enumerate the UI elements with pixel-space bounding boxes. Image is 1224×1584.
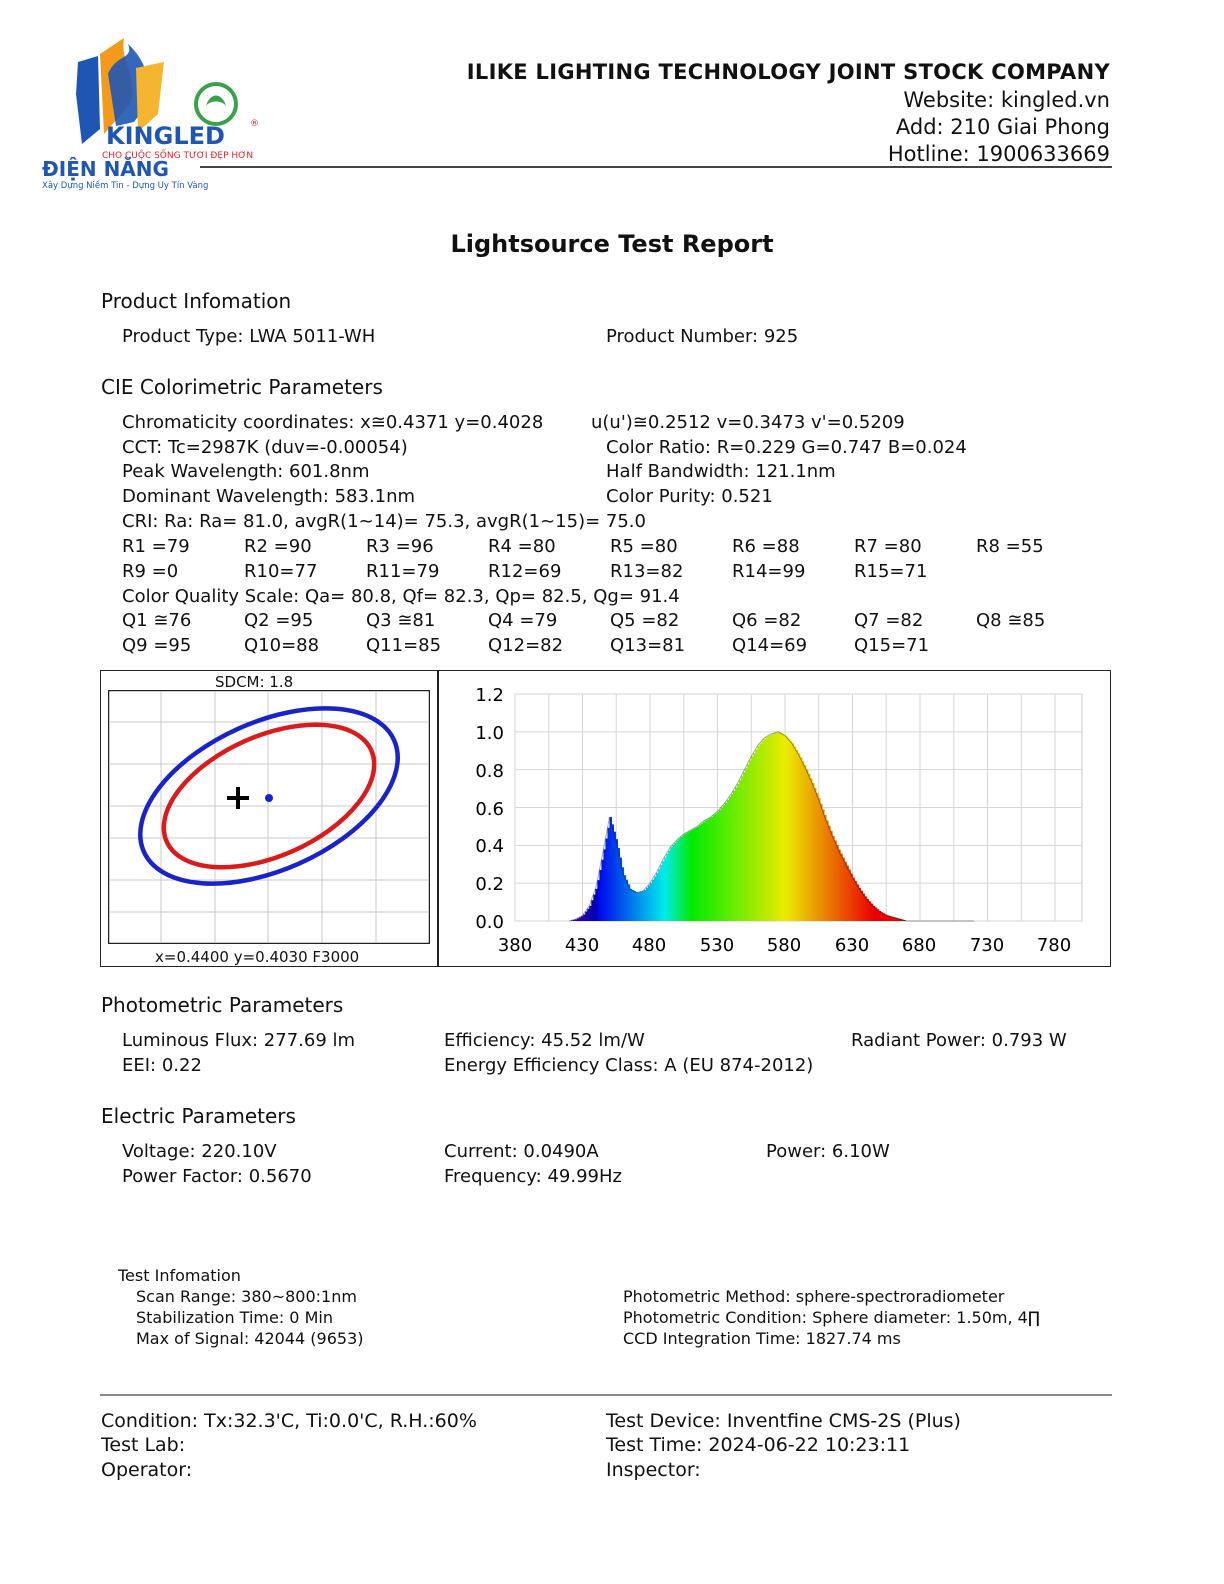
r3: R3 =96	[366, 536, 434, 557]
company-logo	[38, 34, 268, 194]
frequency: Frequency: 49.99Hz	[444, 1166, 622, 1187]
company-name: ILIKE LIGHTING TECHNOLOGY JOINT STOCK COMPANY	[466, 60, 1110, 84]
q2: Q2 =95	[244, 610, 314, 631]
radiant-power: Radiant Power: 0.793 W	[851, 1030, 1067, 1051]
sdcm-label: SDCM: 1.8	[215, 673, 294, 691]
y-tick-0.0: 0.0	[475, 912, 504, 933]
photometric-heading: Photometric Parameters	[101, 993, 344, 1017]
product-type: Product Type: LWA 5011-WH	[122, 326, 376, 347]
q9: Q9 =95	[122, 635, 192, 656]
product-number: Product Number: 925	[606, 326, 799, 347]
cri-summary: CRI: Ra: Ra= 81.0, avgR(1~14)= 75.3, avgR(1~15)= 75.0	[122, 511, 646, 532]
x-tick-680: 680	[901, 935, 937, 956]
eei: EEI: 0.22	[122, 1055, 202, 1076]
logo-graphic	[38, 34, 268, 194]
half-bandwidth: Half Bandwidth: 121.1nm	[606, 461, 836, 482]
cct: CCT: Tc=2987K (duv=-0.00054)	[122, 437, 408, 458]
y-tick-1.0: 1.0	[475, 723, 504, 744]
peak-wavelength: Peak Wavelength: 601.8nm	[122, 461, 370, 482]
logo-slogan: CHO CUỘC SỐNG TƯƠI ĐẸP HƠN	[102, 151, 254, 161]
stabilization-time: Stabilization Time: 0 Min	[136, 1308, 333, 1327]
r2: R2 =90	[244, 536, 312, 557]
product-heading: Product Infomation	[101, 289, 292, 313]
r13: R13=82	[610, 561, 684, 582]
r4: R4 =80	[488, 536, 556, 557]
test-lab: Test Lab:	[101, 1434, 186, 1456]
y-tick-0.2: 0.2	[475, 874, 504, 895]
q12: Q12=82	[488, 635, 564, 656]
photometric-method: Photometric Method: sphere-spectroradiometer	[623, 1287, 1005, 1306]
r9: R9 =0	[122, 561, 179, 582]
x-tick-430: 430	[564, 935, 600, 956]
power-factor: Power Factor: 0.5670	[122, 1166, 312, 1187]
r6: R6 =88	[732, 536, 800, 557]
y-tick-0.6: 0.6	[475, 799, 504, 820]
color-purity: Color Purity: 0.521	[606, 486, 773, 507]
photometric-condition: Photometric Condition: Sphere diameter: 1.50m, 4∏	[623, 1308, 1040, 1327]
y-tick-1.2: 1.2	[475, 685, 504, 706]
r14: R14=99	[732, 561, 806, 582]
q11: Q11=85	[366, 635, 442, 656]
color-ratio: Color Ratio: R=0.229 G=0.747 B=0.024	[606, 437, 967, 458]
x-tick-530: 530	[699, 935, 735, 956]
logo-sub-brand: ĐIỆN NĂNG	[42, 157, 169, 181]
header-divider	[200, 166, 1112, 168]
r7: R7 =80	[854, 536, 922, 557]
footer-divider	[100, 1394, 1112, 1396]
spectrum-x-ticks	[498, 935, 1071, 956]
q13: Q13=81	[610, 635, 686, 656]
r11: R11=79	[366, 561, 440, 582]
luminous-flux: Luminous Flux: 277.69 lm	[122, 1030, 356, 1051]
r5: R5 =80	[610, 536, 678, 557]
sdcm-caption: x=0.4400 y=0.4030 F3000	[155, 948, 360, 966]
x-tick-630: 630	[834, 935, 870, 956]
q8: Q8 ≅85	[976, 610, 1046, 631]
spectrum-chart	[442, 672, 1106, 962]
q4: Q4 =79	[488, 610, 558, 631]
q6: Q6 =82	[732, 610, 802, 631]
r10: R10=77	[244, 561, 318, 582]
spectrum-y-ticks	[475, 685, 504, 933]
q3: Q3 ≅81	[366, 610, 436, 631]
q1: Q1 ≅76	[122, 610, 192, 631]
test-info-heading: Test Infomation	[118, 1266, 241, 1285]
svg-text:®: ®	[250, 119, 259, 129]
test-condition: Condition: Tx:32.3'C, Ti:0.0'C, R.H.:60%	[101, 1410, 477, 1432]
efficiency: Efficiency: 45.52 lm/W	[444, 1030, 645, 1051]
r1: R1 =79	[122, 536, 190, 557]
sdcm-plot-border	[109, 691, 430, 944]
r15: R15=71	[854, 561, 928, 582]
sdcm-measured-point	[265, 794, 273, 802]
test-device: Test Device: Inventfine CMS-2S (Plus)	[606, 1410, 961, 1432]
logo-brand: KINGLED	[106, 122, 225, 150]
x-tick-580: 580	[766, 935, 802, 956]
power: Power: 6.10W	[766, 1141, 890, 1162]
q15: Q15=71	[854, 635, 930, 656]
operator: Operator:	[101, 1459, 193, 1481]
report-title: Lightsource Test Report	[450, 230, 774, 258]
x-tick-380: 380	[497, 935, 533, 956]
sdcm-ellipse-plot	[108, 690, 430, 944]
company-address: Add: 210 Giai Phong	[895, 115, 1110, 139]
uv-coordinates: u(u')≅0.2512 v=0.3473 v'=0.5209	[591, 412, 905, 433]
chart-frame-divider	[437, 670, 439, 967]
company-hotline: Hotline: 1900633669	[887, 142, 1110, 166]
test-time: Test Time: 2024-06-22 10:23:11	[606, 1434, 911, 1456]
cqs-summary: Color Quality Scale: Qa= 80.8, Qf= 82.3, Qp= 82.5, Qg= 91.4	[122, 586, 680, 607]
max-signal: Max of Signal: 42044 (9653)	[136, 1329, 364, 1348]
company-website: Website: kingled.vn	[903, 88, 1110, 112]
energy-efficiency-class: Energy Efficiency Class: A (EU 874-2012)	[444, 1055, 814, 1076]
q10: Q10=88	[244, 635, 320, 656]
cie-heading: CIE Colorimetric Parameters	[101, 375, 383, 399]
y-tick-0.8: 0.8	[475, 761, 504, 782]
inspector: Inspector:	[606, 1459, 701, 1481]
r8: R8 =55	[976, 536, 1044, 557]
x-tick-780: 780	[1036, 935, 1072, 956]
dominant-wavelength: Dominant Wavelength: 583.1nm	[122, 486, 416, 507]
x-tick-730: 730	[969, 935, 1005, 956]
ccd-integration-time: CCD Integration Time: 1827.74 ms	[623, 1329, 901, 1348]
y-tick-0.4: 0.4	[475, 836, 504, 857]
q14: Q14=69	[732, 635, 808, 656]
q7: Q7 =82	[854, 610, 924, 631]
logo-sub-slogan: Xây Dựng Niềm Tin - Dựng Uy Tín Vàng	[42, 181, 209, 191]
current: Current: 0.0490A	[444, 1141, 599, 1162]
voltage: Voltage: 220.10V	[122, 1141, 277, 1162]
scan-range: Scan Range: 380~800:1nm	[136, 1287, 357, 1306]
chromaticity-coordinates: Chromaticity coordinates: x≅0.4371 y=0.4028	[122, 412, 544, 433]
spectrum-area	[569, 732, 974, 921]
q5: Q5 =82	[610, 610, 680, 631]
r12: R12=69	[488, 561, 562, 582]
electric-heading: Electric Parameters	[101, 1104, 296, 1128]
x-tick-480: 480	[631, 935, 667, 956]
